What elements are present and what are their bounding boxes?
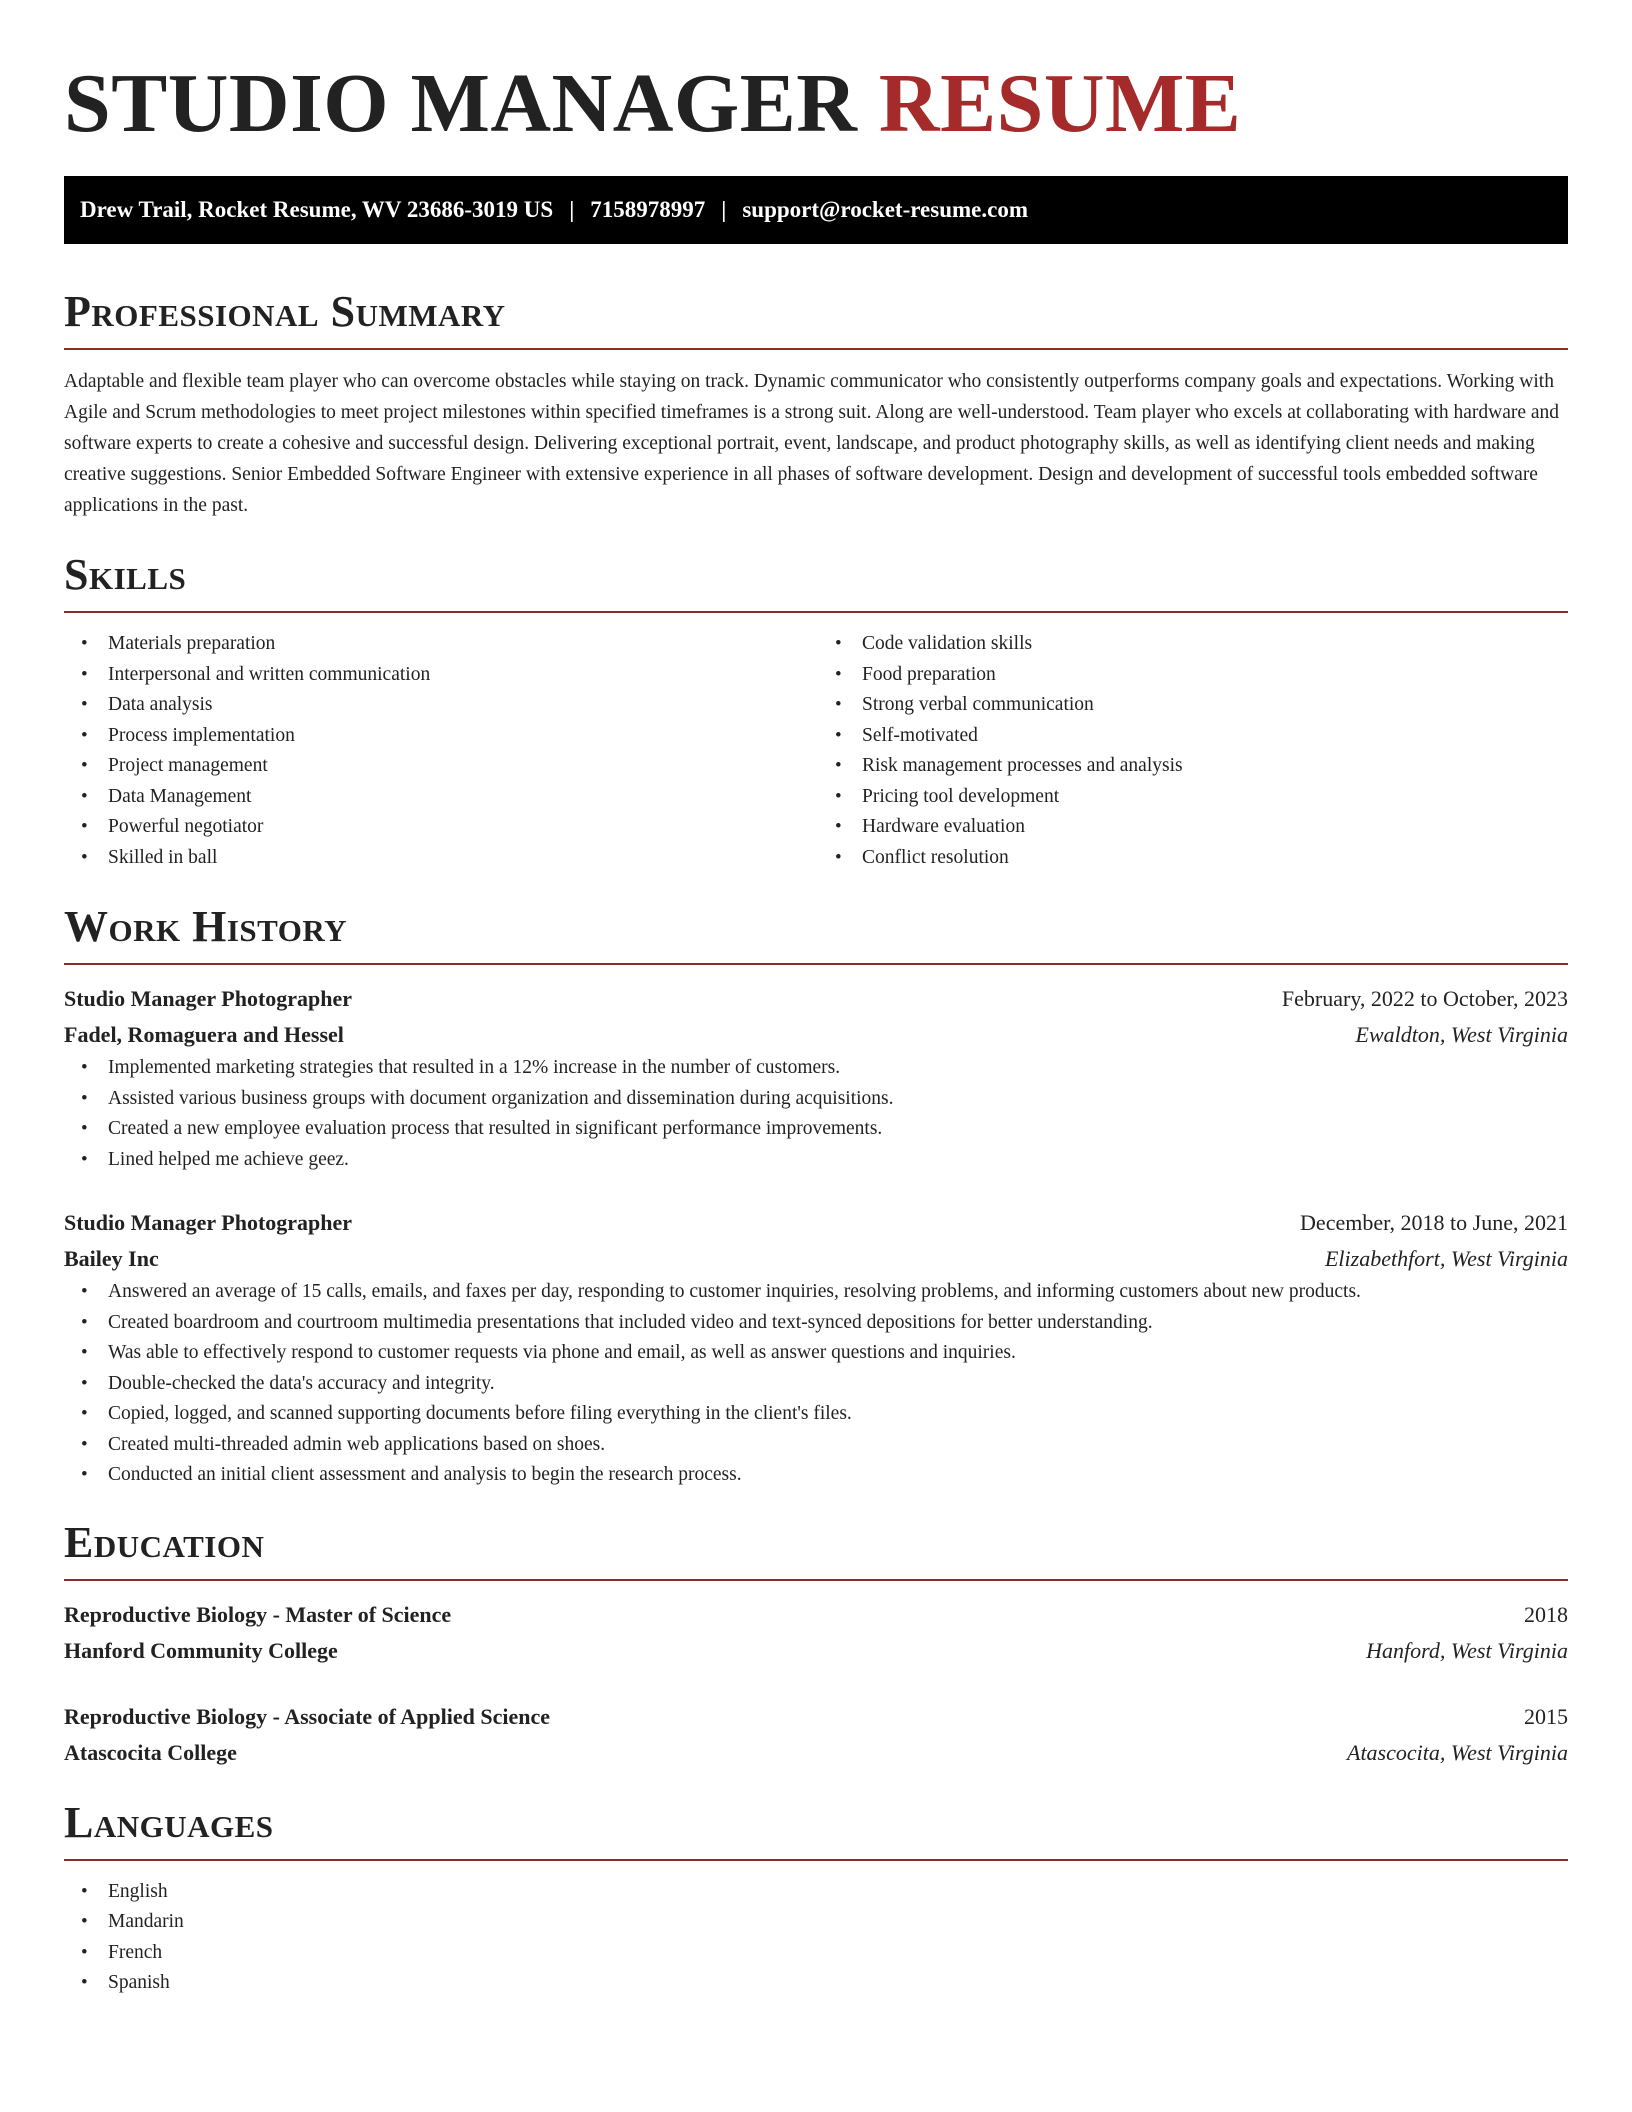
skills-section [64, 551, 1568, 873]
skill-item: • Food preparation [818, 660, 1568, 691]
job-bullet: • Conducted an initial client assessment and analysis to begin the research process. [64, 1460, 1568, 1491]
skill-item: • Project management [64, 751, 814, 782]
title-accent: RESUME [878, 57, 1242, 150]
skill-item: • Self-motivated [818, 721, 1568, 752]
job-title: Studio Manager Photographer [64, 1210, 353, 1235]
job-header-row [64, 1205, 1568, 1241]
job-header-row [64, 981, 1568, 1017]
section-divider [64, 963, 1568, 965]
summary-heading: Professional Summary [64, 287, 506, 336]
contact-separator: | [569, 197, 575, 222]
languages-list [64, 1877, 1568, 1999]
skill-item: • Risk management processes and analysis [818, 751, 1568, 782]
job-bullet: • Answered an average of 15 calls, emails, and faxes per day, responding to customer inquiries, resolving problems, and informing customers about new products. [64, 1277, 1568, 1308]
section-divider [64, 1859, 1568, 1861]
job-bullet: • Lined helped me achieve geez. [64, 1145, 1568, 1176]
skill-item: • Code validation skills [818, 629, 1568, 660]
skill-item: • Strong verbal communication [818, 690, 1568, 721]
job-dates: December, 2018 to June, 2021 [1300, 1210, 1568, 1235]
job-company: Bailey Inc [64, 1246, 159, 1271]
skill-item: • Skilled in ball [64, 843, 814, 874]
language-item: • Mandarin [64, 1907, 1568, 1938]
education-year: 2018 [1524, 1601, 1568, 1627]
language-item: • Spanish [64, 1968, 1568, 1999]
summary-text: Adaptable and flexible team player who can overcome obstacles while staying on track. Dynamic communicator who consistently outperforms company goals and expectations. Working with Agile and Scrum methodologies to meet project milestones within specified timeframes is a strong suit. Along are well-understood. Team player who excels at collaborating with hardware and software experts to create a cohesive and successful design. Delivering exceptional portrait, event, landscape, and product photography skills, as well as identifying client needs and making creative suggestions. Senior Embedded Software Engineer with extensive experience in all phases of software development. Design and development of successful tools embedded software applications in the past. [64, 371, 1560, 516]
skills-list-left [64, 629, 814, 873]
education-degree: Reproductive Biology - Master of Science [64, 1601, 452, 1627]
skill-item: • Data analysis [64, 690, 814, 721]
education-entry [64, 1597, 1568, 1669]
job-entry [64, 981, 1568, 1175]
skill-item: • Interpersonal and written communication [64, 660, 814, 691]
work-history-heading: Work History [64, 902, 348, 951]
education-entry [64, 1699, 1568, 1771]
job-bullet: • Created boardroom and courtroom multimedia presentations that included video and text-synced depositions for better understanding. [64, 1308, 1568, 1339]
contact-address: Drew Trail, Rocket Resume, WV 23686-3019 US [80, 197, 554, 222]
job-bullets [64, 1277, 1568, 1491]
education-heading: Education [64, 1517, 265, 1567]
job-company-row [64, 1241, 1568, 1277]
skill-item: • Pricing tool development [818, 782, 1568, 813]
job-bullet: • Created a new employee evaluation process that resulted in significant performance improvements. [64, 1114, 1568, 1145]
job-location: Ewaldton, West Virginia [1355, 1022, 1568, 1047]
skills-grid [64, 629, 1568, 873]
education-degree-row [64, 1699, 1568, 1735]
contact-separator: | [721, 197, 727, 222]
education-location: Atascocita, West Virginia [1347, 1739, 1568, 1765]
section-divider [64, 611, 1568, 613]
education-school-row [64, 1633, 1568, 1669]
languages-heading: Languages [64, 1797, 274, 1847]
skill-item: • Conflict resolution [818, 843, 1568, 874]
contact-bar [64, 176, 1568, 244]
education-location: Hanford, West Virginia [1366, 1637, 1568, 1663]
skill-item: • Hardware evaluation [818, 812, 1568, 843]
education-degree-row [64, 1597, 1568, 1633]
job-title: Studio Manager Photographer [64, 986, 353, 1011]
skill-item: • Powerful negotiator [64, 812, 814, 843]
job-bullet: • Created multi-threaded admin web applications based on shoes. [64, 1430, 1568, 1461]
job-location: Elizabethfort, West Virginia [1324, 1246, 1568, 1271]
job-entry [64, 1205, 1568, 1491]
education-section [64, 1519, 1568, 1771]
skill-item: • Process implementation [64, 721, 814, 752]
resume-title [64, 56, 1568, 152]
education-school-row [64, 1735, 1568, 1771]
title-main: STUDIO MANAGER [64, 57, 858, 150]
contact-phone: 7158978997 [590, 197, 706, 222]
skill-item: • Materials preparation [64, 629, 814, 660]
job-bullet: • Double-checked the data's accuracy and integrity. [64, 1369, 1568, 1400]
section-divider [64, 348, 1568, 350]
education-degree: Reproductive Biology - Associate of Applied Science [64, 1703, 551, 1729]
summary-section [64, 288, 1568, 521]
language-item: • French [64, 1938, 1568, 1969]
job-dates: February, 2022 to October, 2023 [1281, 986, 1568, 1011]
job-bullets [64, 1053, 1568, 1175]
skills-list-right [814, 629, 1568, 873]
section-divider [64, 1579, 1568, 1581]
job-bullet: • Was able to effectively respond to customer requests via phone and email, as well as answer questions and inquiries. [64, 1338, 1568, 1369]
skill-item: • Data Management [64, 782, 814, 813]
education-school: Atascocita College [64, 1739, 237, 1765]
languages-section [64, 1799, 1568, 1999]
education-school: Hanford Community College [64, 1637, 338, 1663]
job-bullet: • Implemented marketing strategies that resulted in a 12% increase in the number of customers. [64, 1053, 1568, 1084]
education-year: 2015 [1524, 1703, 1568, 1729]
job-bullet: • Copied, logged, and scanned supporting documents before filing everything in the client's files. [64, 1399, 1568, 1430]
language-item: • English [64, 1877, 1568, 1908]
job-company-row [64, 1017, 1568, 1053]
skills-heading: Skills [64, 550, 187, 599]
job-company: Fadel, Romaguera and Hessel [64, 1022, 344, 1047]
work-history-section [64, 903, 1568, 1491]
contact-email: support@rocket-resume.com [742, 197, 1028, 222]
job-bullet: • Assisted various business groups with document organization and dissemination during acquisitions. [64, 1084, 1568, 1115]
